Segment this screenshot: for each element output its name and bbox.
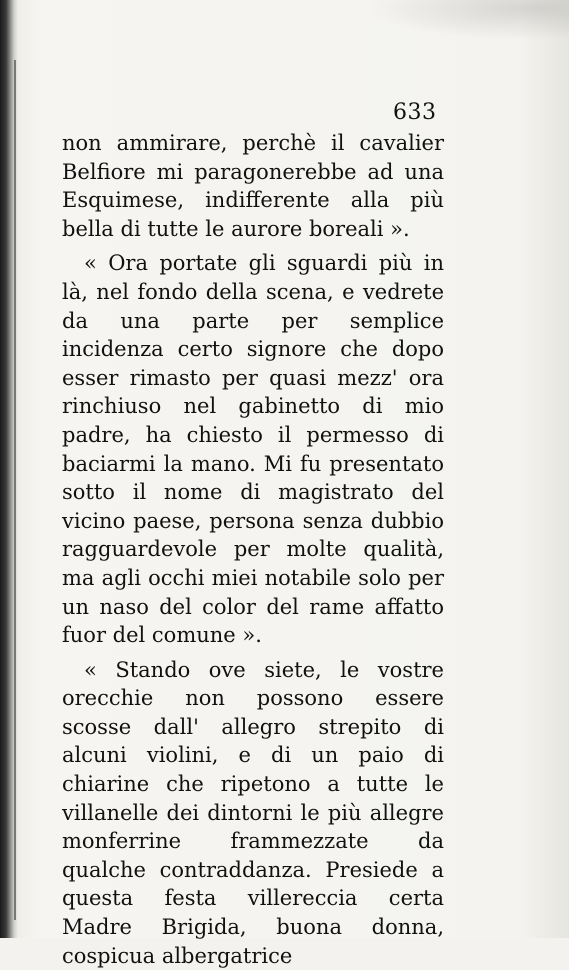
binding-shadow-line — [14, 60, 16, 920]
paragraph-1: non ammirare, perchè il cavalier Belfiore mi paragonerebbe ad una Esquimese, indifferente alla più bella di tutte le aurore boreali ». — [62, 131, 444, 241]
body-text — [62, 129, 444, 970]
paragraph-2: « Ora portate gli sguardi più in là, nel fondo della scena, e vedrete da una parte per semplice incidenza certo signore che dopo esser rimasto per quasi mezz' ora rinchiuso nel gabinetto di mio padre, ha chiesto il permesso di baciarmi la mano. Mi fu presentato sotto il nome di magistrato del vicino paese, persona senza dubbio ragguardevole per molte qualità, ma agli occhi miei notabile solo per un naso del color del rame affatto fuor del comune ». — [62, 251, 444, 648]
paper-smudge — [369, 0, 569, 40]
paragraph-3: « Stando ove siete, le vostre orecchie non possono essere scosse dall' allegro strepito di alcuni violini, e di un paio di chiarine che ripetono a tutte le villanelle dei dintorni le più allegre monferrine frammezzate da qualche contraddanza. Presiede a questa festa villereccia certa Madre Brigida, buona donna, cospicua albergatrice — [62, 657, 444, 968]
page-number: 633 — [393, 100, 437, 125]
